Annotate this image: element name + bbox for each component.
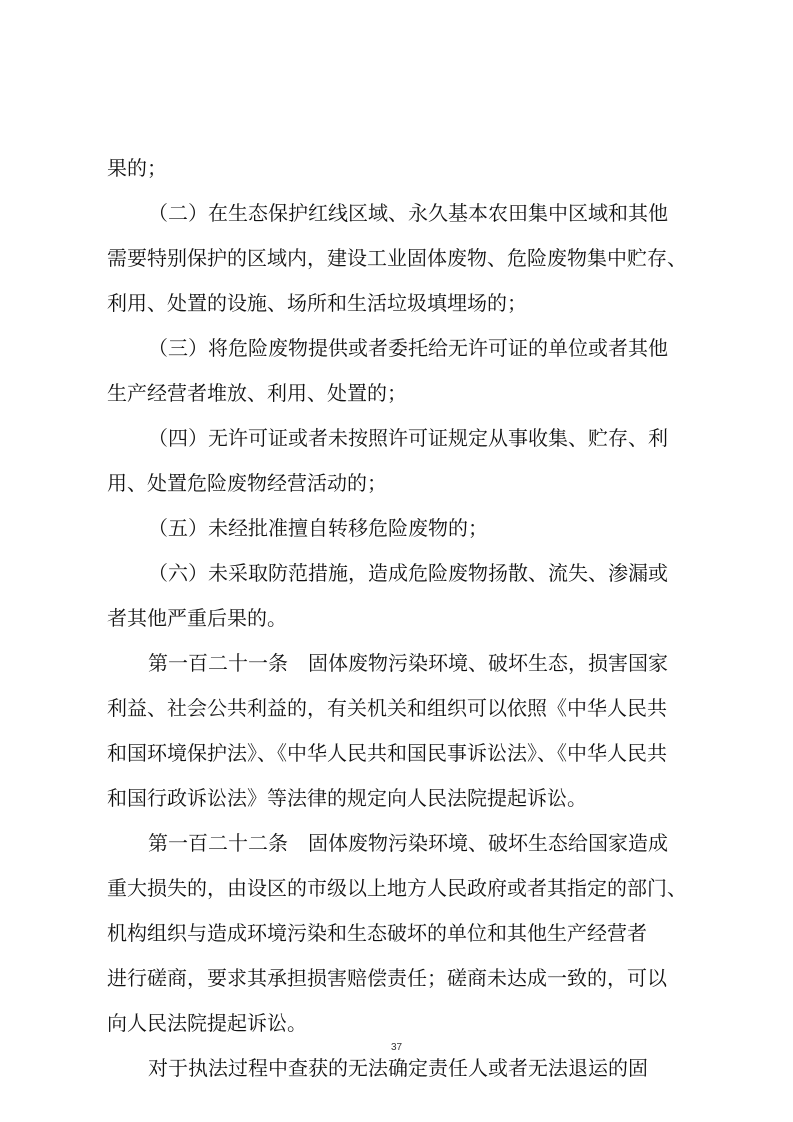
- text-line: 果的；: [107, 156, 167, 180]
- text-line: 第一百二十二条 固体废物污染环境、破坏生态给国家造成: [148, 831, 668, 855]
- text-line: （三）将危险废物提供或者委托给无许可证的单位或者其他: [148, 336, 668, 360]
- text-line: （二）在生态保护红线区域、永久基本农田集中区域和其他: [148, 201, 668, 225]
- text-line: （四）无许可证或者未按照许可证规定从事收集、贮存、利: [148, 426, 668, 450]
- text-line: 用、处置危险废物经营活动的；: [107, 471, 387, 495]
- text-line: 和国行政诉讼法》等法律的规定向人民法院提起诉讼。: [107, 786, 587, 810]
- text-line: 需要特别保护的区域内，建设工业固体废物、危险废物集中贮存、: [107, 246, 687, 270]
- text-line: （六）未采取防范措施，造成危险废物扬散、流失、渗漏或: [148, 561, 668, 585]
- text-line: 利用、处置的设施、场所和生活垃圾填埋场的；: [107, 291, 527, 315]
- text-line: 和国环境保护法》、《中华人民共和国民事诉讼法》、《中华人民共: [107, 741, 667, 765]
- text-line: 向人民法院提起诉讼。: [107, 1011, 307, 1035]
- text-line: 第一百二十一条 固体废物污染环境、破坏生态，损害国家: [148, 651, 668, 675]
- text-line: 机构组织与造成环境污染和生态破坏的单位和其他生产经营者: [107, 921, 647, 945]
- text-line: 者其他严重后果的。: [107, 606, 287, 630]
- text-line: （五）未经批准擅自转移危险废物的；: [148, 516, 488, 540]
- page-number: 37: [390, 1042, 403, 1053]
- text-line: 生产经营者堆放、利用、处置的；: [107, 381, 407, 405]
- text-line: 利益、社会公共利益的，有关机关和组织可以依照《中华人民共: [107, 696, 667, 720]
- text-line: 进行磋商，要求其承担损害赔偿责任；磋商未达成一致的，可以: [107, 966, 667, 990]
- text-line: 重大损失的，由设区的市级以上地方人民政府或者其指定的部门、: [107, 876, 687, 900]
- text-line: 对于执法过程中查获的无法确定责任人或者无法退运的固: [148, 1056, 648, 1080]
